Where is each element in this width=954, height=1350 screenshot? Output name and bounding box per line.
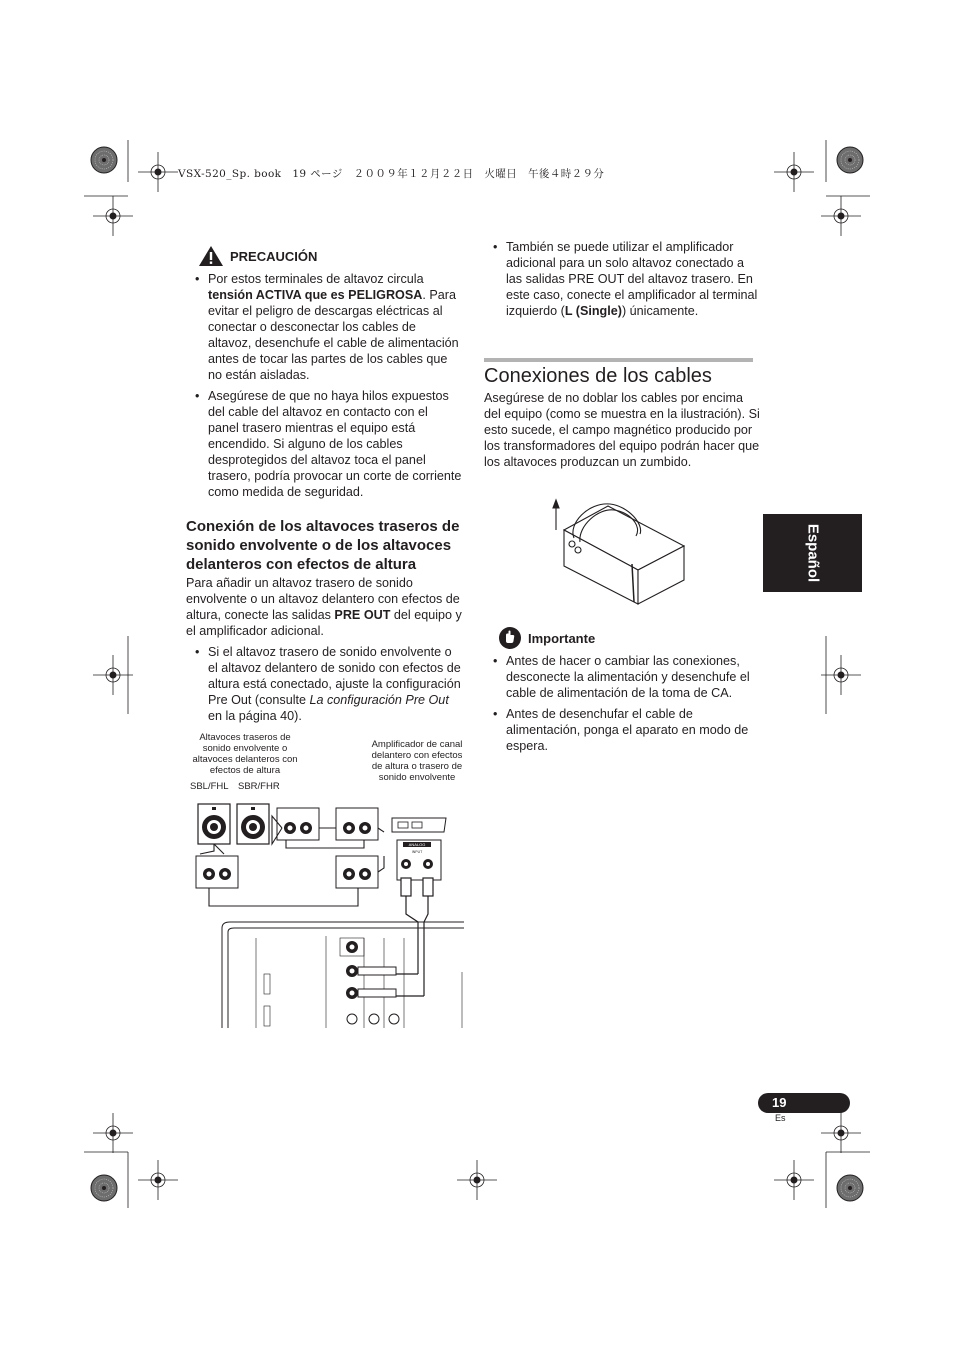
amp-input-label: INPUT: [411, 850, 423, 854]
speaker-left-icon: [198, 804, 230, 844]
important-title: Importante: [528, 631, 596, 646]
rca-jacks-icon: [346, 941, 399, 1024]
warning-triangle-icon: [198, 245, 224, 267]
surround-paragraph-bold: PRE OUT: [334, 608, 391, 622]
caution-bullet-1-text-a: Por estos terminales de altavoz circula: [208, 272, 424, 286]
surround-heading: Conexión de los altavoces traseros de sonido envolvente o de los altavoces delanteros con efectos de altura: [186, 518, 460, 573]
label-sbr-fhr: SBR/FHR: [238, 781, 280, 792]
amp-badge: ANALOG: [408, 842, 426, 847]
surround-list: [186, 644, 462, 724]
page-number-badge: [758, 1093, 850, 1113]
receiver-rear-panel: [222, 922, 464, 1028]
caution-bullet-1-bold: tensión ACTIVA que es PELIGROSA: [208, 288, 423, 302]
speaker-right-icon: [237, 804, 269, 844]
important-bullet-1-text: Antes de hacer o cambiar las conexiones, desconecte la alimentación y desenchufe el cable de alimentación de la toma de CA.: [506, 654, 750, 700]
rca-cables: [396, 878, 433, 996]
cables-title: Conexiones de los cables: [484, 365, 712, 387]
single-amp-bullet-a: También se puede utilizar el amplificador adicional para un solo altavoz conectado a las salidas PRE OUT del altavoz trasero. En este caso, conecte el amplificador al terminal izquierdo (: [506, 240, 758, 318]
language-tab: [763, 514, 862, 592]
page-language: Es: [775, 1113, 786, 1123]
section-rule: [484, 358, 753, 362]
language-tab-label: Español: [804, 523, 821, 583]
surround-section: [186, 517, 462, 729]
surround-bullet: [186, 644, 462, 724]
surround-paragraph: [186, 575, 462, 639]
important-bullet-2-text: Antes de desenchufar el cable de alimentación, ponga el aparato en modo de espera.: [506, 707, 749, 753]
caution-title: PRECAUCIÓN: [230, 249, 318, 264]
print-file-header: VSX-520_Sp. book 19 ページ ２００９年１２月２２日 火曜日 午後４時２９分: [178, 168, 605, 180]
important-bullet-2: [484, 706, 760, 754]
caption-amplifier: Amplificador de canal delantero con efectos de altura o trasero de sonido envolvente: [371, 739, 463, 783]
cables-section: [484, 363, 760, 470]
caution-bullet-1-text-c: . Para evitar el peligro de descargas eléctricas al conectar o desconectar los cables de altavoz, desenchufe el cable de alimentación antes de tocar las partes de los cables que no están aisladas.: [208, 288, 459, 382]
caution-list: [186, 271, 462, 505]
cable-over-unit-illustration: [548, 494, 688, 606]
single-amp-note: [484, 239, 760, 324]
page-number: 19: [772, 1095, 787, 1110]
surround-paragraph-c: del equipo y el amplificador adicional.: [186, 608, 462, 638]
label-sbl-fhl: SBL/FHL: [190, 781, 229, 792]
surround-bullet-italic: La configuración Pre Out: [309, 693, 449, 707]
caution-bullet-1: [186, 271, 462, 383]
surround-bullet-c: en la página 40).: [208, 709, 302, 723]
caution-bullet-2-text: Asegúrese de que no haya hilos expuestos del cable del altavoz en contacto con el panel trasero mientras el equipo está encendido. Si alguno de los cables desprotegidos del altavoz toca el panel trasero, podría provocar un corte de corriente como medida de seguridad.: [208, 389, 462, 499]
single-amp-bullet: [484, 239, 760, 319]
important-bullet-1: [484, 653, 760, 701]
surround-bullet-a: Si el altavoz trasero de sonido envolvente o el altavoz delantero de sonido con efectos de altura está conectado, ajuste la configuración Pre Out (consulte: [208, 645, 461, 707]
single-amp-bullet-bold: L (Single): [564, 304, 622, 318]
speaker-connection-diagram: [186, 796, 466, 1028]
single-amp-bullet-c: ) únicamente.: [621, 304, 699, 318]
caution-bullet-2: [186, 388, 462, 500]
surround-paragraph-a: Para añadir un altavoz trasero de sonido envolvente o un altavoz delantero con efectos de altura, conecte las salidas: [186, 576, 460, 622]
cables-paragraph: Asegúrese de no doblar los cables por encima del equipo (como se muestra en la ilustración). Si esto sucede, el campo magnético producido por los transformadores del equipo podrán hacer que los altavoces produzcan un zumbido.: [484, 391, 760, 469]
caption-speakers: Altavoces traseros de sonido envolvente o altavoces delanteros con efectos de altura: [192, 732, 298, 776]
important-list: [484, 653, 760, 759]
amplifier-icon: [392, 818, 446, 880]
important-hand-icon: [498, 626, 522, 650]
